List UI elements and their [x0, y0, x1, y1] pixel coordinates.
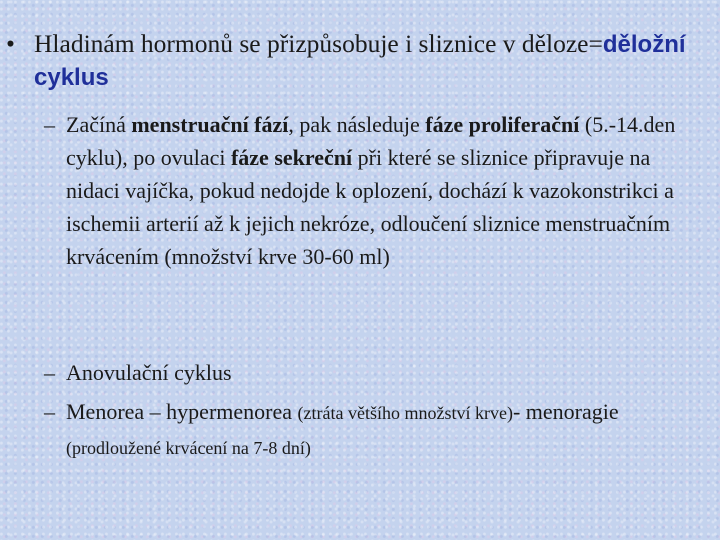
bullet-main-text	[34, 28, 686, 94]
term-menstrual-phase: menstruační fází	[131, 112, 289, 137]
text-part: - menoragie	[512, 399, 619, 424]
bullet-main-emphasis: děložní cyklus	[34, 31, 686, 91]
dash-2: –	[44, 360, 55, 385]
text-part: Začíná	[66, 112, 132, 137]
text-part: Menorea – hypermenorea	[66, 399, 298, 424]
bullet-main	[6, 28, 686, 94]
text-part: , pak následuje	[288, 112, 426, 137]
text-part: (5.-14.den cyklu), po ovulaci	[66, 112, 676, 170]
term-proliferative-phase: fáze proliferační	[425, 112, 580, 137]
note-prolonged-bleeding: (prodloužené krvácení na 7-8 dní)	[66, 438, 311, 458]
bullet-main-text-a: Hladinám hormonů se přizpůsobuje i sliznice v děloze=	[34, 29, 603, 58]
sub-bullet-anovulation-text: Anovulační cyklus	[66, 360, 232, 385]
sub-bullet-cycle-text	[66, 108, 704, 273]
bullet-dot: •	[6, 29, 15, 58]
dash-1: –	[44, 112, 55, 137]
dash-3: –	[44, 399, 55, 424]
note-blood-loss: (ztráta většího množství krve)	[297, 403, 513, 423]
text-part: při které se sliznice připravuje na nidaci vajíčka, pokud nedojde k oplození, dochází k vazokonstrikci a ischemii arterií až k jejich nekróze, odloučení sliznice menstruačním krvácením (množství krve 30-60 ml)	[66, 145, 674, 269]
sub-bullet-menorrhea	[44, 395, 704, 465]
sub-bullet-menorrhea-text	[66, 395, 704, 465]
sub-bullet-cycle	[44, 108, 704, 273]
term-secretory-phase: fáze sekreční	[230, 145, 353, 170]
sub-bullet-anovulation	[44, 356, 704, 389]
